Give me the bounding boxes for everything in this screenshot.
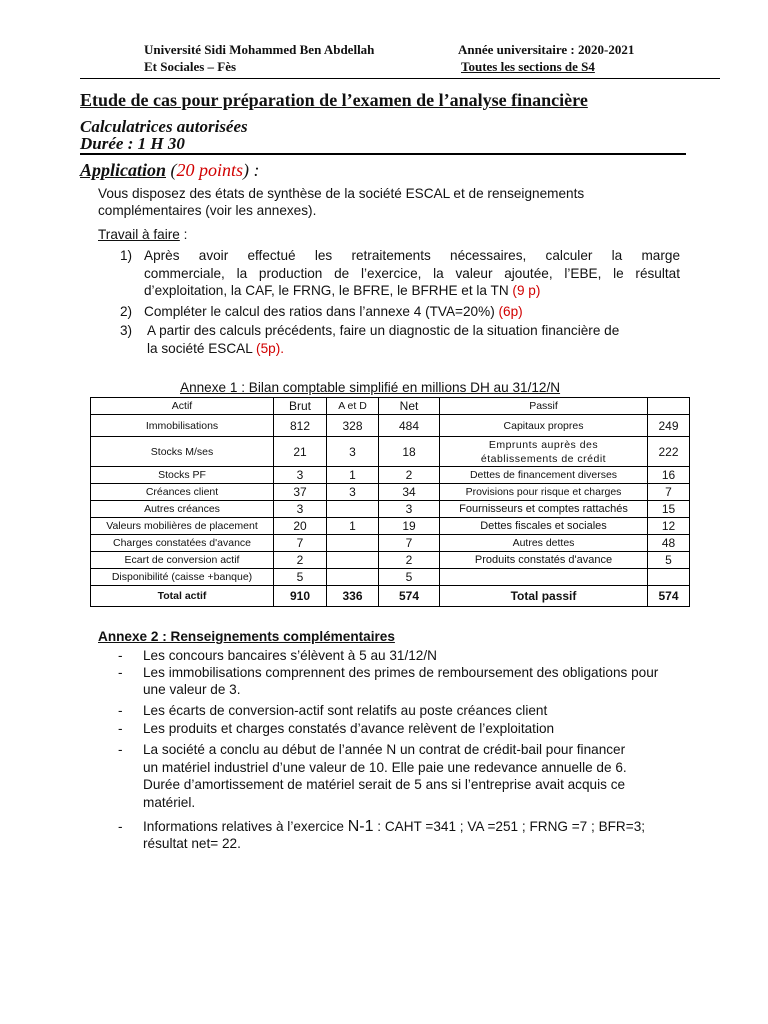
total-net: 574 [379,586,440,607]
header-passif-amount [648,398,690,415]
university-name: Université Sidi Mohammed Ben Abdellah [144,42,375,57]
net-cell: 34 [379,484,440,501]
table-row [91,437,690,467]
table-row [91,484,690,501]
bullet-dash: - [118,819,123,834]
exercise-n-minus-1: N-1 [347,818,374,835]
task-1 [120,247,680,303]
header-divider [80,78,720,79]
passif-cell: Provisions pour risque et charges [440,484,648,501]
table-total-row [91,586,690,607]
passif-amount-cell: 16 [648,467,690,484]
passif-cell: Autres dettes [440,535,648,552]
actif-cell: Créances client [91,484,274,501]
brut-cell: 3 [274,467,327,484]
bullet-text-continued: résultat net= 22. [143,836,241,851]
table-row [91,535,690,552]
brut-cell: 20 [274,518,327,535]
intro-line-2: complémentaires (voir les annexes). [98,203,317,218]
travail-heading [98,227,187,243]
duration-note: Durée : 1 H 30 [80,134,185,153]
amort-cell [327,535,379,552]
calculators-note: Calculatrices autorisées [80,117,248,136]
task-1-points: (9 p) [508,283,541,298]
amort-cell: 1 [327,518,379,535]
actif-cell: Disponibilité (caisse +banque) [91,569,274,586]
bullet-text: La société a conclu au début de l’année N un contrat de crédit-bail pour financer [143,742,626,757]
document-title: Etude de cas pour préparation de l’examen de l’analyse financière [80,90,588,110]
header-brut: Brut [274,398,327,415]
total-passif-label: Total passif [440,586,648,607]
total-passif: 574 [648,586,690,607]
annex1-title: Annexe 1 : Bilan comptable simplifié en millions DH au 31/12/N [180,380,561,395]
brut-cell: 21 [274,437,327,467]
passif-amount-cell [648,569,690,586]
passif-cell: Capitaux propres [440,415,648,437]
bullet-dash: - [118,665,123,680]
passif-amount-cell: 15 [648,501,690,518]
total-actif-label: Total actif [91,586,274,607]
amort-cell [327,552,379,569]
amort-cell [327,569,379,586]
sections-label: Toutes les sections de S4 [461,59,595,74]
actif-cell: Autres créances [91,501,274,518]
header-a-et-d: A et D [327,398,379,415]
bullet-text-continued: Durée d’amortissement de matériel serait de 5 ans si l’entreprise avait acquis ce [143,777,626,792]
header-actif: Actif [91,398,274,415]
task-1-number: 1) [120,248,133,263]
actif-cell: Immobilisations [91,415,274,437]
application-open: ( [166,160,177,180]
bullet-dash: - [118,703,123,718]
intro-line-1: Vous disposez des états de synthèse de la société ESCAL et de renseignements [98,186,585,201]
bullet-text: Les immobilisations comprennent des primes de remboursement des obligations pour [143,665,659,680]
passif-amount-cell: 12 [648,518,690,535]
table-row [91,467,690,484]
task-2-number: 2) [120,304,133,319]
task-3-line-1: A partir des calculs précédents, faire un diagnostic de la situation financière de [147,323,620,338]
passif-cell: Produits constatés d'avance [440,552,648,569]
brut-cell: 5 [274,569,327,586]
total-brut: 910 [274,586,327,607]
faculty-name: Et Sociales – Fès [144,59,237,74]
task-2 [120,303,680,321]
actif-cell: Ecart de conversion actif [91,552,274,569]
brut-cell: 37 [274,484,327,501]
net-cell: 5 [379,569,440,586]
bullet-dash: - [118,742,123,757]
brut-cell: 812 [274,415,327,437]
bullet-text: Les écarts de conversion-actif sont relatifs au poste créances client [143,703,548,718]
application-close: ) : [243,160,260,180]
application-heading [80,160,260,181]
brut-cell: 3 [274,501,327,518]
net-cell: 7 [379,535,440,552]
task-3-points: (5p). [252,340,285,356]
passif-cell: Dettes fiscales et sociales [440,518,648,535]
table-row [91,569,690,586]
amort-cell: 3 [327,484,379,501]
balance-sheet-table [90,397,690,607]
passif-cell [440,437,648,467]
task-1-line-3: d’exploitation, la CAF, le FRNG, le BFRE, le BFRHE et la TN (9 p) [144,283,541,298]
passif-cell: Dettes de financement diverses [440,467,648,484]
task-2-points: (6p) [494,304,523,319]
actif-cell: Charges constatées d'avance [91,535,274,552]
passif-amount-cell: 5 [648,552,690,569]
table-row [91,501,690,518]
passif-cell-line-1: Emprunts auprès des [488,438,599,451]
amort-cell: 328 [327,415,379,437]
task-1-line-2: commerciale, la production de l’exercice, la valeur ajoutée, l’EBE, le résultat [144,265,680,281]
net-cell: 18 [379,437,440,467]
total-amort: 336 [327,586,379,607]
passif-amount-cell: 7 [648,484,690,501]
bullet-text-continued: matériel. [143,794,196,810]
academic-year: Année universitaire : 2020-2021 [458,42,635,57]
passif-cell [440,569,648,586]
net-cell: 484 [379,415,440,437]
brut-cell: 7 [274,535,327,552]
table-row [91,552,690,569]
passif-amount-cell: 222 [648,437,690,467]
bullet-text: Les concours bancaires s’élèvent à 5 au 31/12/N [143,648,437,663]
task-3-number: 3) [120,323,133,338]
net-cell: 3 [379,501,440,518]
application-points: 20 points [176,160,244,180]
title-divider [80,153,686,155]
amort-cell: 3 [327,437,379,467]
bullet-dash: - [118,721,123,736]
amort-cell: 1 [327,467,379,484]
application-label: Application [80,160,167,180]
table-header-row [91,398,690,415]
bullet-dash: - [118,648,123,663]
task-3-line-2: la société ESCAL (5p). [147,340,285,356]
net-cell: 2 [379,467,440,484]
header-passif: Passif [440,398,648,415]
actif-cell: Stocks PF [91,467,274,484]
task-2-line-1: Compléter le calcul des ratios dans l’annexe 4 (TVA=20%) (6p) [144,304,523,319]
net-cell: 2 [379,552,440,569]
brut-cell: 2 [274,552,327,569]
annex2-title: Annexe 2 : Renseignements complémentaires [98,629,395,644]
task-1-line-1: Après avoir effectué les retraitements nécessaires, calculer la marge [144,248,680,263]
travail-colon: : [179,227,188,242]
passif-cell-line-2: établissements de crédit [480,452,607,465]
passif-amount-cell: 249 [648,415,690,437]
table-row [91,415,690,437]
passif-amount-cell: 48 [648,535,690,552]
header-net: Net [379,398,440,415]
bullet-text: Les produits et charges constatés d’avance relèvent de l’exploitation [143,721,555,736]
travail-label: Travail à faire [98,227,180,242]
net-cell: 19 [379,518,440,535]
actif-cell: Valeurs mobilières de placement [91,518,274,535]
actif-cell: Stocks M/ses [91,437,274,467]
amort-cell [327,501,379,518]
table-row [91,518,690,535]
bullet-text-continued: un matériel industriel d’une valeur de 10. Elle paie une redevance annuelle de 6. [143,759,627,775]
bullet-text-continued: une valeur de 3. [143,682,241,697]
task-3 [120,322,680,358]
bullet-text: Informations relatives à l’exercice N-1 : CAHT =341 ; VA =251 ; FRNG =7 ; BFR=3; [143,818,646,835]
passif-cell: Fournisseurs et comptes rattachés [440,501,648,518]
